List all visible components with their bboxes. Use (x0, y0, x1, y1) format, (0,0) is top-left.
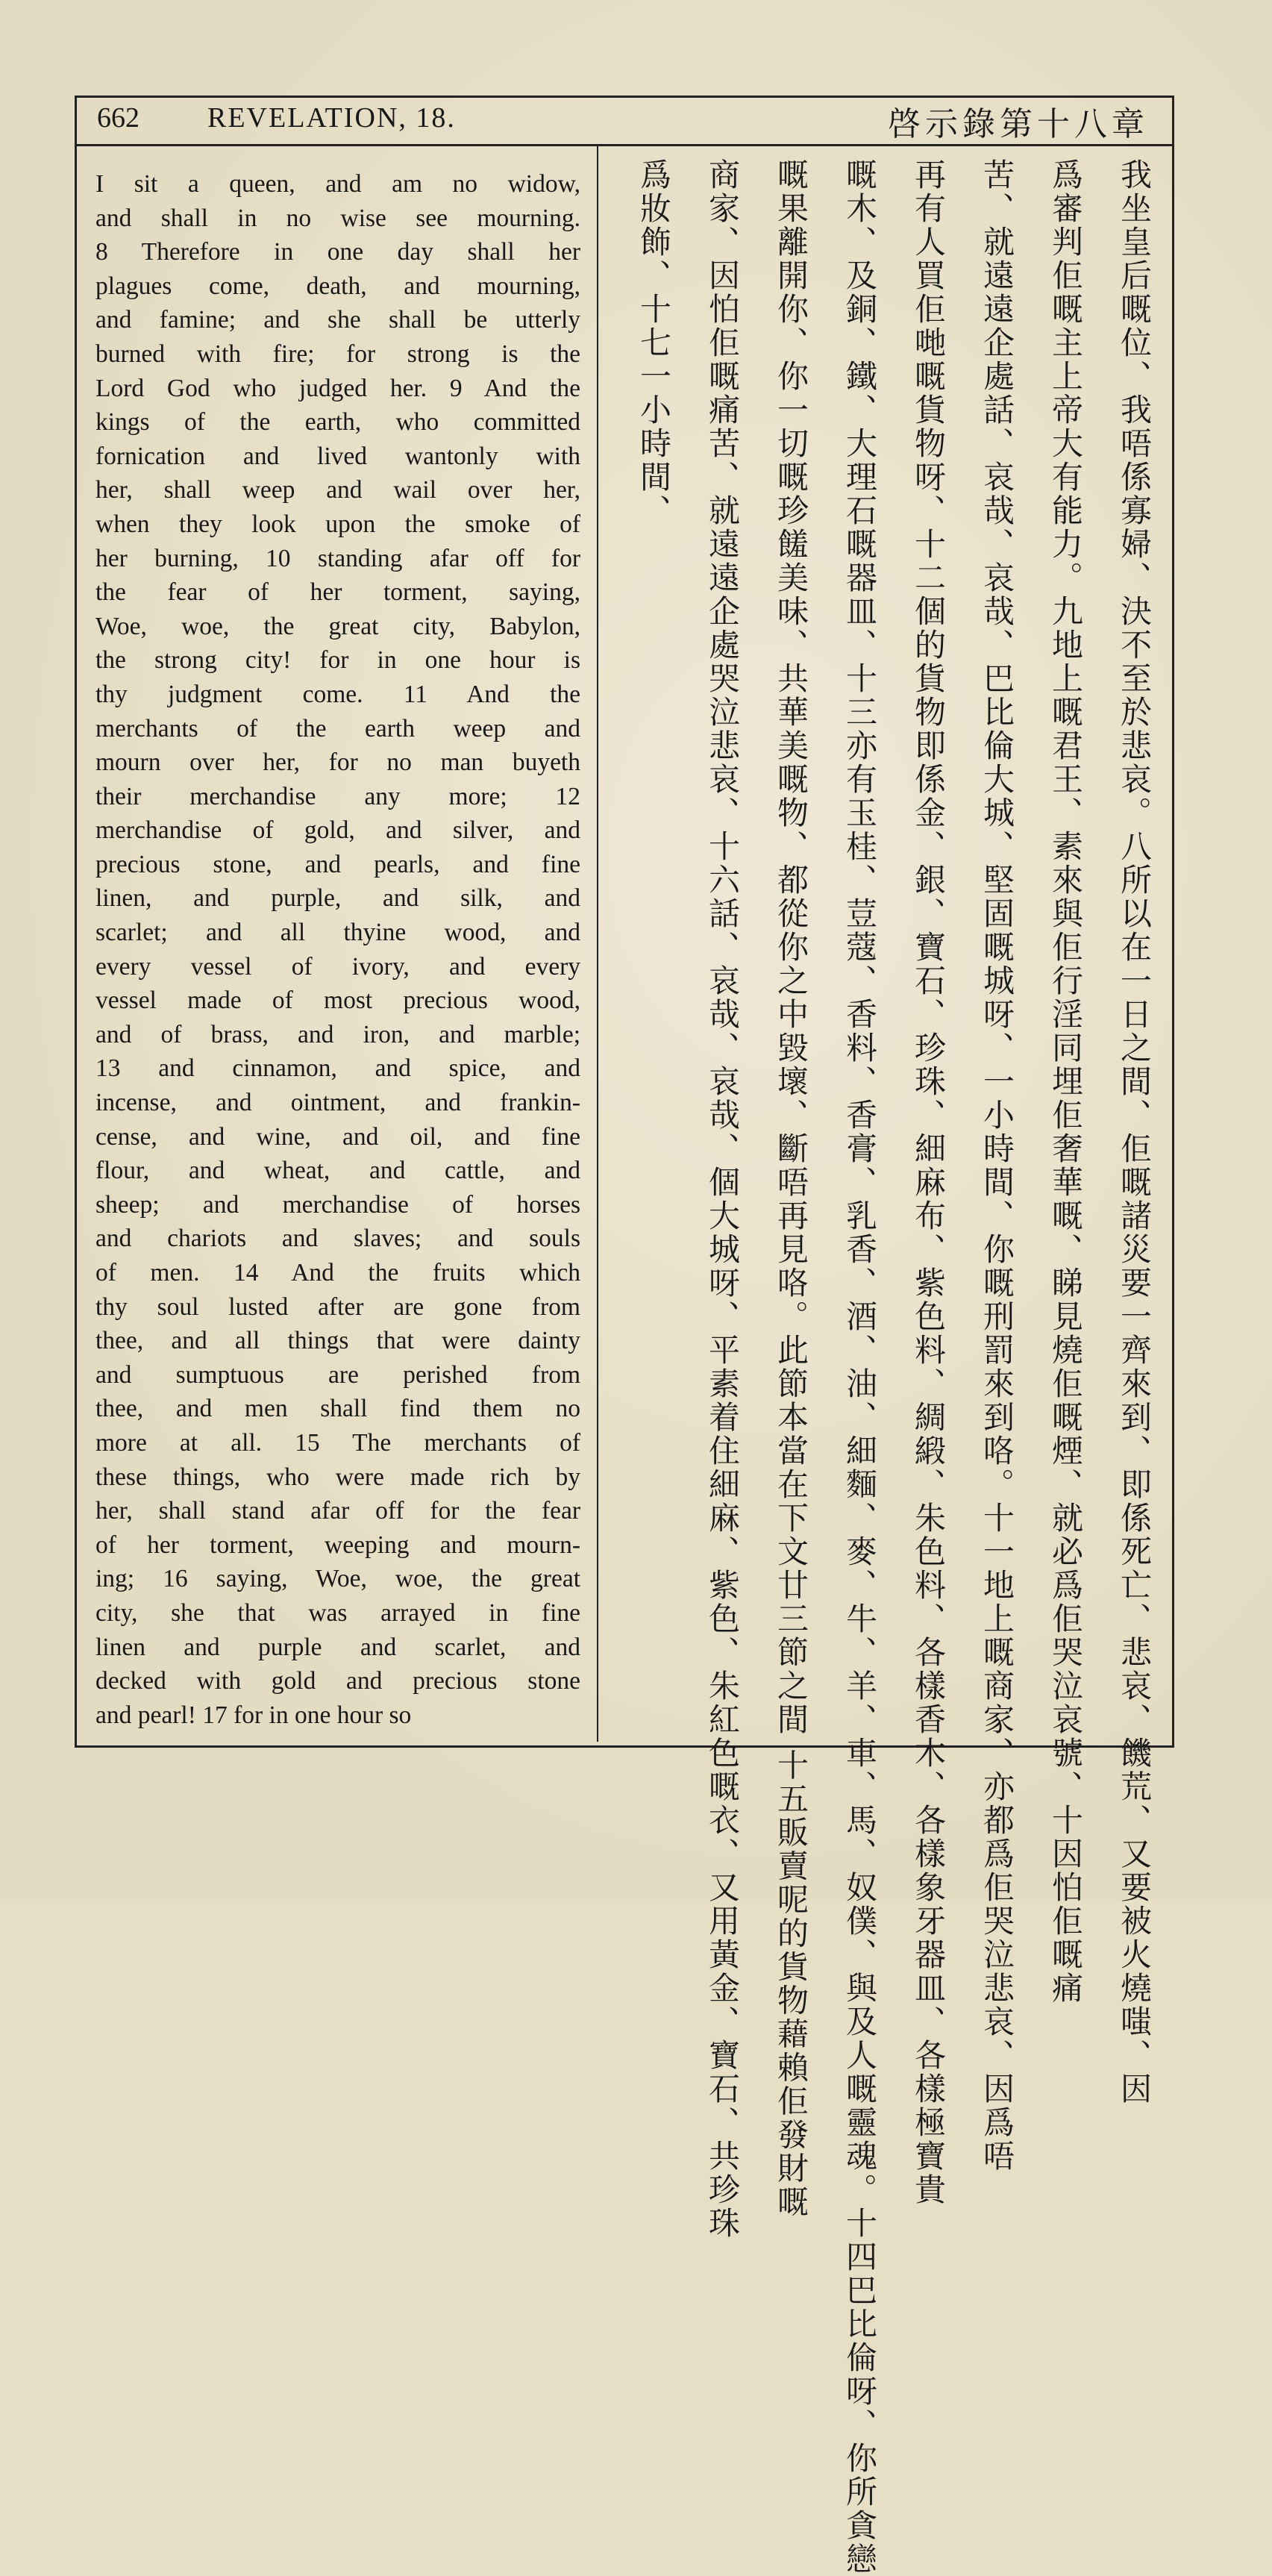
english-line: merchants of the earth weep and (95, 714, 580, 743)
english-line: Lord God who judged her. 9 And the (95, 374, 580, 402)
english-line: these things, who were made rich by (95, 1463, 580, 1491)
english-line: city, she that was arrayed in fine (95, 1598, 580, 1627)
english-line: when they look upon the smoke of (95, 510, 580, 538)
running-head: REVELATION, 18. (207, 102, 456, 134)
chinese-column: 再有人買佢哋嘅貨物呀、十二個的貨物即係金、銀、寶石、珍珠、細麻布、紫色料、綢緞、朱色料、各樣香木、各樣象牙器皿、各樣極寶貴 (910, 158, 947, 2207)
english-line: of her torment, weeping and mourn- (95, 1531, 580, 1559)
english-line: her, shall weep and wail over her, (95, 476, 580, 504)
chinese-column: 爲妝飾、十七一小時間、 (636, 158, 672, 528)
english-line: and pearl! 17 for in one hour so (95, 1701, 412, 1729)
chinese-column: 嘅果離開你、你一切嘅珍饈美味、共華美嘅物、都從你之中毀壞、斷唔再見咯。此節本當在下文廿三節之間 十五販賣呢的貨物藉賴佢發財嘅 (773, 158, 809, 2219)
english-line: more at all. 15 The merchants of (95, 1428, 580, 1457)
english-line: thy judgment come. 11 And the (95, 680, 580, 708)
english-line: 13 and cinnamon, and spice, and (95, 1054, 580, 1083)
english-line: thy soul lusted after are gone from (95, 1292, 580, 1321)
english-line: 8 Therefore in one day shall her (95, 238, 580, 266)
english-line: burned with fire; for strong is the (95, 340, 580, 368)
english-line: their merchandise any more; 12 (95, 782, 580, 810)
english-line: and shall in no wise see mourning. (95, 204, 580, 232)
english-line: kings of the earth, who committed (95, 408, 580, 437)
english-line: her burning, 10 standing afar off for (95, 544, 580, 572)
english-line: I sit a queen, and am no widow, (95, 170, 580, 198)
english-line: precious stone, and pearls, and fine (95, 850, 580, 878)
english-line: cense, and wine, and oil, and fine (95, 1122, 580, 1151)
english-line: her, shall stand afar off for the fear (95, 1497, 580, 1525)
english-line: ing; 16 saying, Woe, woe, the great (95, 1565, 580, 1593)
english-line: thee, and all things that were dainty (95, 1327, 580, 1355)
english-line: fornication and lived wantonly with (95, 442, 580, 470)
english-line: incense, and ointment, and frankin- (95, 1089, 580, 1117)
english-line: of men. 14 And the fruits which (95, 1259, 580, 1287)
english-line: linen and purple and scarlet, and (95, 1633, 580, 1661)
page-number: 662 (97, 102, 140, 134)
english-line: vessel made of most precious wood, (95, 987, 580, 1015)
english-line: Woe, woe, the great city, Babylon, (95, 612, 580, 640)
chinese-column: 商家、因怕佢嘅痛苦、就遠遠企處哭泣悲哀、十六話、哀哉、哀哉、個大城呀、平素着住細麻、紫色、朱紅色嘅衣、又用黃金、寶石、共珍珠 (704, 158, 741, 2240)
chinese-column: 爲審判佢嘅主上帝大有能力。九地上嘅君王、素來與佢行淫同埋佢奢華嘅、睇見燒佢嘅煙、就必爲佢哭泣哀號、十因怕佢嘅痛 (1047, 158, 1084, 2005)
english-line: and famine; and she shall be utterly (95, 306, 580, 334)
column-divider (597, 146, 598, 1742)
english-line: every vessel of ivory, and every (95, 952, 580, 981)
english-line: decked with gold and precious stone (95, 1667, 580, 1695)
english-line: sheep; and merchandise of horses (95, 1190, 580, 1219)
english-line: the fear of her torment, saying, (95, 578, 580, 607)
english-line: plagues come, death, and mourning, (95, 272, 580, 300)
chinese-text-column (603, 158, 1162, 2576)
english-line: and chariots and slaves; and souls (95, 1225, 580, 1253)
english-line: linen, and purple, and silk, and (95, 884, 580, 913)
english-line: and of brass, and iron, and marble; (95, 1020, 580, 1048)
english-line: merchandise of gold, and silver, and (95, 816, 580, 845)
english-line: flour, and wheat, and cattle, and (95, 1157, 580, 1185)
chinese-column: 苦、就遠遠企處話、哀哉、哀哉、巴比倫大城、堅固嘅城呀、一小時間、你嘅刑罰來到咯。十一地上嘅商家、亦都爲佢哭泣悲哀、因爲唔 (979, 158, 1015, 2173)
chinese-column: 我坐皇后嘅位、我唔係寡婦、決不至於悲哀。八所以在一日之間、佢嘅諸災要一齊來到、即係死亡、悲哀、饑荒、又要被火燒嗤、因 (1116, 158, 1153, 2106)
chinese-column: 嘅木、及銅、鐵、大理石嘅器皿、十三亦有玉桂、荳蔻、香料、香膏、乳香、酒、油、細麵、麥、牛、羊、車、馬、奴僕、與及人嘅靈魂。十四巴比倫呀、你所貪戀 (842, 158, 878, 2576)
english-line: scarlet; and all thyine wood, and (95, 919, 580, 947)
english-line: and sumptuous are perished from (95, 1360, 580, 1389)
english-line: mourn over her, for no man buyeth (95, 748, 580, 777)
english-line: thee, and men shall find them no (95, 1395, 580, 1423)
english-line: the strong city! for in one hour is (95, 646, 580, 675)
english-text-column (95, 167, 580, 1732)
chinese-running-head: 啓示錄第十八章 (888, 105, 1149, 143)
